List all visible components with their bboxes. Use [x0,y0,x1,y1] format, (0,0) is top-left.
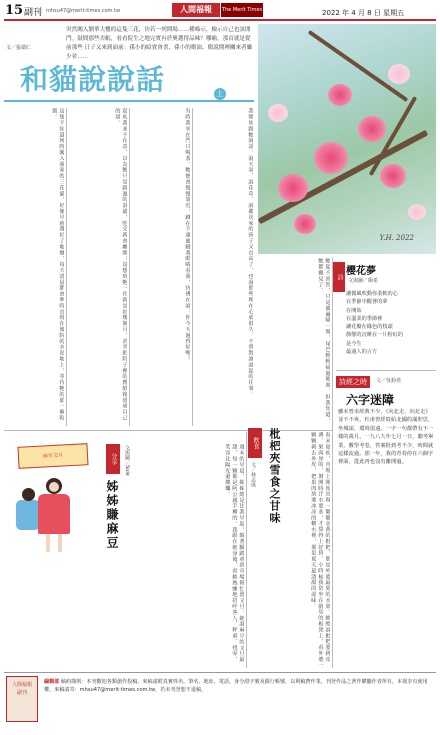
section-divider [4,430,332,431]
sisters-byline: 文與圖／Sule [124,445,130,476]
pipa-tag: 飲食 [248,428,262,458]
article-title: 和貓說說話 [20,63,166,96]
article-column: 牠從不回答，只是偶爾喵一聲，尾巴輕輕掃過地面。但我知道，牠都聽見了。 [316,258,330,424]
article-column: 有時我坐在門口喝茶，牠便會慢慢靠近，蹲在不遠處瞇著眼睛看我，彷彿在說：你今天過得好嗎？ [184,108,190,362]
shop-sign: 麻豆文旦 [17,443,88,469]
header-rule [4,19,436,21]
poem-line: 在季節中醒著的夢 [346,299,388,306]
poem-line: 讓微風吹動你柔軟的心 [346,291,398,297]
younger-sister-head [22,488,35,501]
essay-byline: 文／吳鈞堯 [376,378,402,384]
article-column: 我開始跟牠說話。說天氣、說花草、說鄰居家的孩子又長高了，也說那些埋在心底很久、不曾對誰說起的往事。 [247,108,253,398]
older-sister-face [49,482,59,492]
article-byline: 文／張瑞仁 [6,45,32,51]
issue-date: 2022 年 4 月 8 日 星期五 [322,9,405,17]
article-column: 這隻不知道何時闖入我家的三花貓，好像早就選好了地盤，每天清晨都會準時出現在後院的水泥地上，等待牠的那一碗乾飯。 [50,108,64,421]
column-divider [192,108,193,426]
poem-line: 讓花瓣在綠色的枝頭 [346,324,393,331]
leg [46,534,50,552]
article-column: 起初我並不在意，以為牠只是路過的浪貓，吃完就會離開；沒想到牠一住就是好幾個月，甚至把院子裡的舊紙箱當成自己的窩。 [113,108,127,421]
poem-line: 靜靜的沉睡在一片粉紅的 [346,332,404,339]
footer-notice-text: 稿約簡則：本刊歡迎各類創作投稿，來稿請附真實姓名、筆名、地址、電話、身分證字號及銀行帳號，以利稿費作業。刊登作品之著作權屬作者所有，本報享有使用權。來稿請寄：mhsu47@merit-times.com.tw，若未刊登恕不退稿。 [44,679,428,693]
cherry-blossom-painting [258,24,436,254]
older-sister-figure [38,494,70,534]
email-address[interactable]: mhsu47@merit-times.com.tw [46,8,121,14]
poem-line: 在溫柔的季節裡 [346,315,383,322]
sisters-body: 週末的早晨，姊姊總是比我早起，騎著腳踏車到市場幫忙賣文旦。她說麻豆的文旦最甜，每一顆都是阿公親手種的。我跟在她身後，看她熟練地招呼客人、秤重、找零，笑容比陽光還燦爛。 [223,444,244,663]
essay-tag: 詩經之時 [336,376,370,388]
article-lead: 突然闖入劉華大樓的這隻三花，彷若一列開場……種喵示，檢示自己也該開 門。鼓間那些否虧，看看院生之地完實有於奧選得品味？哪喻，那首就是從前那些 日子又來到面前：孫小的暗賣會書、孫小的衛油、衛說開裡關來者雖少並…… [66,27,253,60]
poem-line: 是今生 [346,340,362,347]
poem-author: 文與圖／陽希 [348,278,379,284]
essay-title: 六字迷障 [346,393,395,407]
footer-notice-title: 編輯部 [44,679,60,685]
pipa-title: 枇杷夾雪食之甘味 [268,428,281,524]
footer-logo-line: 人間福報 [11,682,32,688]
column-divider [129,108,130,426]
section-label: 副刊 [24,8,43,18]
younger-sister-figure [16,500,40,530]
pipa-byline: 文／林志成 [250,462,256,487]
poem-tag: 詩 [333,262,345,292]
masthead-logo: 人間福報 [172,3,220,17]
sisters-tag: 分享 [106,444,120,474]
column-divider [332,258,333,668]
poem-title: 櫻花夢 [346,266,376,277]
title-underline [4,100,254,102]
page-number: 15 [5,3,24,18]
poem-line: 最遠人的言方 [346,349,378,356]
painting-signature: Y.H. 2022 [379,234,414,242]
poem-body [346,290,432,356]
poem-line: 在開始 [346,307,362,314]
column-divider [66,108,67,426]
sisters-title: 姊姊賺麻豆 [105,480,119,550]
masthead-english: The Merit Times [221,3,263,17]
footer-logo-line: 副刊 [16,690,27,696]
pipa-body: 春末夏初，市場上開始出現一簍簍金黃的枇杷，那是外婆最愛的水果。她總說枇杷要挑皮薄、果肉厚的，剝開時汁水要多，才算得上好貨。小時候我常坐在廚房的板凳上，看外婆一顆顆剝去外皮，把果肉放進冰涼的糖水裡，那是夏天最清甜的滋味。 [309,432,330,668]
footer-logo [6,676,38,722]
article-part-mark: 上 [214,88,226,100]
column-divider [246,432,247,668]
essay-body: 雖未曾未經典不少，《向北走、向北走》並不不爽，杜甫曾經寫給北國的滿腔思，坐城深，環境很遠，一字一句都帶有不一樣的歲月。一九八九年七月一日，聽考畢業，數學考卷，答案批到考不少，時間就這樣流過。那一年，我的青春停在六個字裡面，從此再也沒有離開過。 [338,409,434,466]
section-divider [336,370,436,371]
leg [58,534,62,552]
footer-notice [44,678,432,694]
